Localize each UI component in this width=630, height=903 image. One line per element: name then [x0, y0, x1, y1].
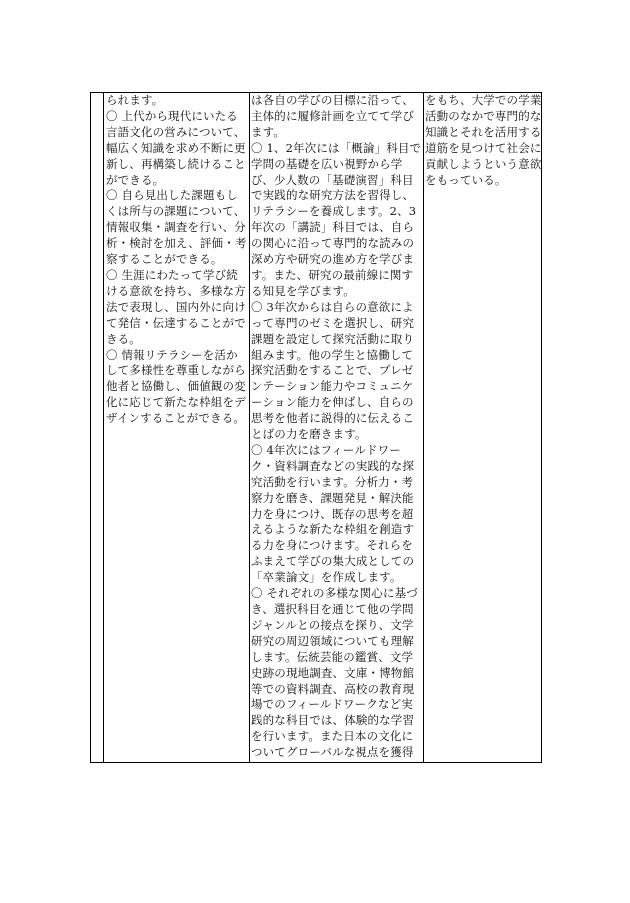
- text-line: ができる。: [106, 172, 165, 187]
- text-line: 察することができる。: [106, 252, 223, 267]
- text-line: 貢献しようという意欲: [425, 156, 542, 171]
- text-line: る知見を学びます。: [251, 283, 355, 298]
- text-line: 究活動を行います。分析力・考: [251, 474, 414, 489]
- text-line: ーション能力を伸ばし、自らの: [251, 395, 414, 410]
- text-line: 察力を磨き、課題発見・解決能: [251, 490, 414, 505]
- text-line: ついてグローバルな視点を獲得: [251, 745, 414, 760]
- text-line: 力を身につけ、既存の思考を超: [251, 506, 414, 521]
- text-line: 思考を他者に説得的に伝えるこ: [251, 411, 415, 426]
- text-line: くは所与の課題について、: [106, 204, 246, 219]
- text-line: 践的な科目では、体験的な学習: [251, 713, 415, 728]
- text-line: をもっている。: [425, 172, 507, 187]
- text-line: 〇 情報リテラシーを活か: [106, 347, 238, 362]
- text-line: 〇 生涯にわたって学び続: [106, 267, 238, 282]
- text-line: 他者と協働し、価値観の変: [106, 379, 246, 394]
- text-line: 情報収集・調査を行い、分: [106, 220, 246, 235]
- table-left-border: [90, 92, 91, 763]
- text-line: って専門のゼミを選択し、研究: [251, 315, 415, 330]
- text-line: 組みます。他の学生と協働して: [251, 347, 414, 362]
- text-line: 課題を設定して探究活動に取り: [251, 331, 415, 346]
- column-divider-3: [423, 92, 424, 763]
- text-line: をもち、大学での学業: [425, 93, 542, 107]
- text-line: 言語文化の営みについて、: [106, 124, 246, 139]
- text-line: 活動のなかで専門的な: [425, 108, 542, 123]
- column-divider-1: [103, 92, 104, 763]
- text-line: び、少人数の「基礎演習」科目: [251, 172, 414, 187]
- text-line: 〇 上代から現代にいたる: [106, 108, 238, 123]
- text-line: 幅広く知識を求め不断に更: [106, 140, 246, 155]
- table-bottom-border: [90, 762, 542, 763]
- text-line: リテラシーを養成します。2、3: [251, 204, 417, 219]
- text-line: 析・検討を加え、評価・考: [106, 236, 247, 251]
- text-line: 等での資料調査、高校の教育現: [251, 681, 415, 696]
- text-line: られます。: [106, 93, 164, 107]
- text-line: とばの力を磨きます。: [251, 427, 367, 442]
- table-right-border: [541, 92, 542, 763]
- text-line: 〇 4年次にはフィールドワー: [251, 442, 401, 457]
- text-line: ンテーション能力やコミュニケ: [251, 379, 414, 394]
- text-line: 〇 自ら見出した課題もし: [106, 188, 238, 203]
- text-line: して多様性を尊重しながら: [106, 363, 246, 378]
- column-divider-2: [249, 92, 250, 763]
- text-line: き、選択科目を通じて他の学問: [251, 602, 414, 616]
- text-line: 探究活動をすることで、プレゼ: [251, 363, 414, 378]
- text-line: 道筋を見つけて社会に: [425, 140, 542, 155]
- text-line: ける意欲を持ち、多様な方: [106, 283, 246, 298]
- text-line: ク・資料調査などの実践的な探: [251, 458, 415, 473]
- text-line: ふまえて学びの集大成としての: [251, 554, 415, 569]
- text-line: 学問の基礎を広い視野から学: [251, 156, 403, 171]
- text-line: 〇 3年次からは自らの意欲によ: [251, 299, 414, 314]
- text-line: は各自の学びの目標に沿って、: [251, 93, 414, 107]
- text-line: て発信・伝達することがで: [106, 315, 246, 330]
- text-line: で実践的な研究方法を習得し、: [251, 188, 415, 203]
- text-line: 場でのフィールドワークなど実: [251, 697, 413, 712]
- text-line: る力を身につけます。それらを: [251, 538, 413, 553]
- text-line: 知識とそれを活用する: [425, 124, 542, 139]
- text-line: 「卒業論文」を作成します。: [251, 570, 402, 585]
- text-line: 〇 それぞれの多様な関心に基づ: [251, 586, 418, 601]
- curriculum-policy-table: [90, 92, 542, 763]
- curriculum-policy-cell: [251, 93, 422, 761]
- text-line: 化に応じて新たな枠組をデ: [106, 395, 246, 410]
- text-line: を行います。また日本の文化に: [251, 729, 414, 744]
- text-line: 〇 1、2年次には「概論」科目で: [251, 140, 422, 155]
- text-line: 深め方や研究の進め方を学びま: [251, 252, 415, 267]
- text-line: す。また、研究の最前線に関す: [251, 267, 414, 282]
- text-line: 新し、再構築し続けること: [106, 156, 246, 171]
- text-line: ます。: [251, 124, 286, 139]
- text-line: 年次の「講読」科目では、自ら: [251, 220, 415, 235]
- text-line: 法で表現し、国内外に向け: [106, 299, 246, 314]
- text-line: 史跡の現地調査、文庫・博物館: [251, 665, 415, 680]
- text-line: きる。: [106, 331, 141, 346]
- text-line: 主体的に履修計画を立てて学び: [251, 108, 415, 123]
- text-line: します。伝統芸能の鑑賞、文学: [251, 649, 414, 664]
- diploma-policy-cell: [106, 93, 248, 427]
- text-line: 研究の周辺領域についても理解: [251, 633, 414, 648]
- admission-policy-cell: [425, 93, 540, 188]
- text-line: えるような新たな枠組を創造す: [251, 522, 415, 537]
- text-line: ジャンルとの接点を探り、文学: [251, 617, 414, 632]
- text-line: の関心に沿って専門的な読みの: [251, 236, 415, 251]
- text-line: ザインすることができる。: [106, 411, 245, 426]
